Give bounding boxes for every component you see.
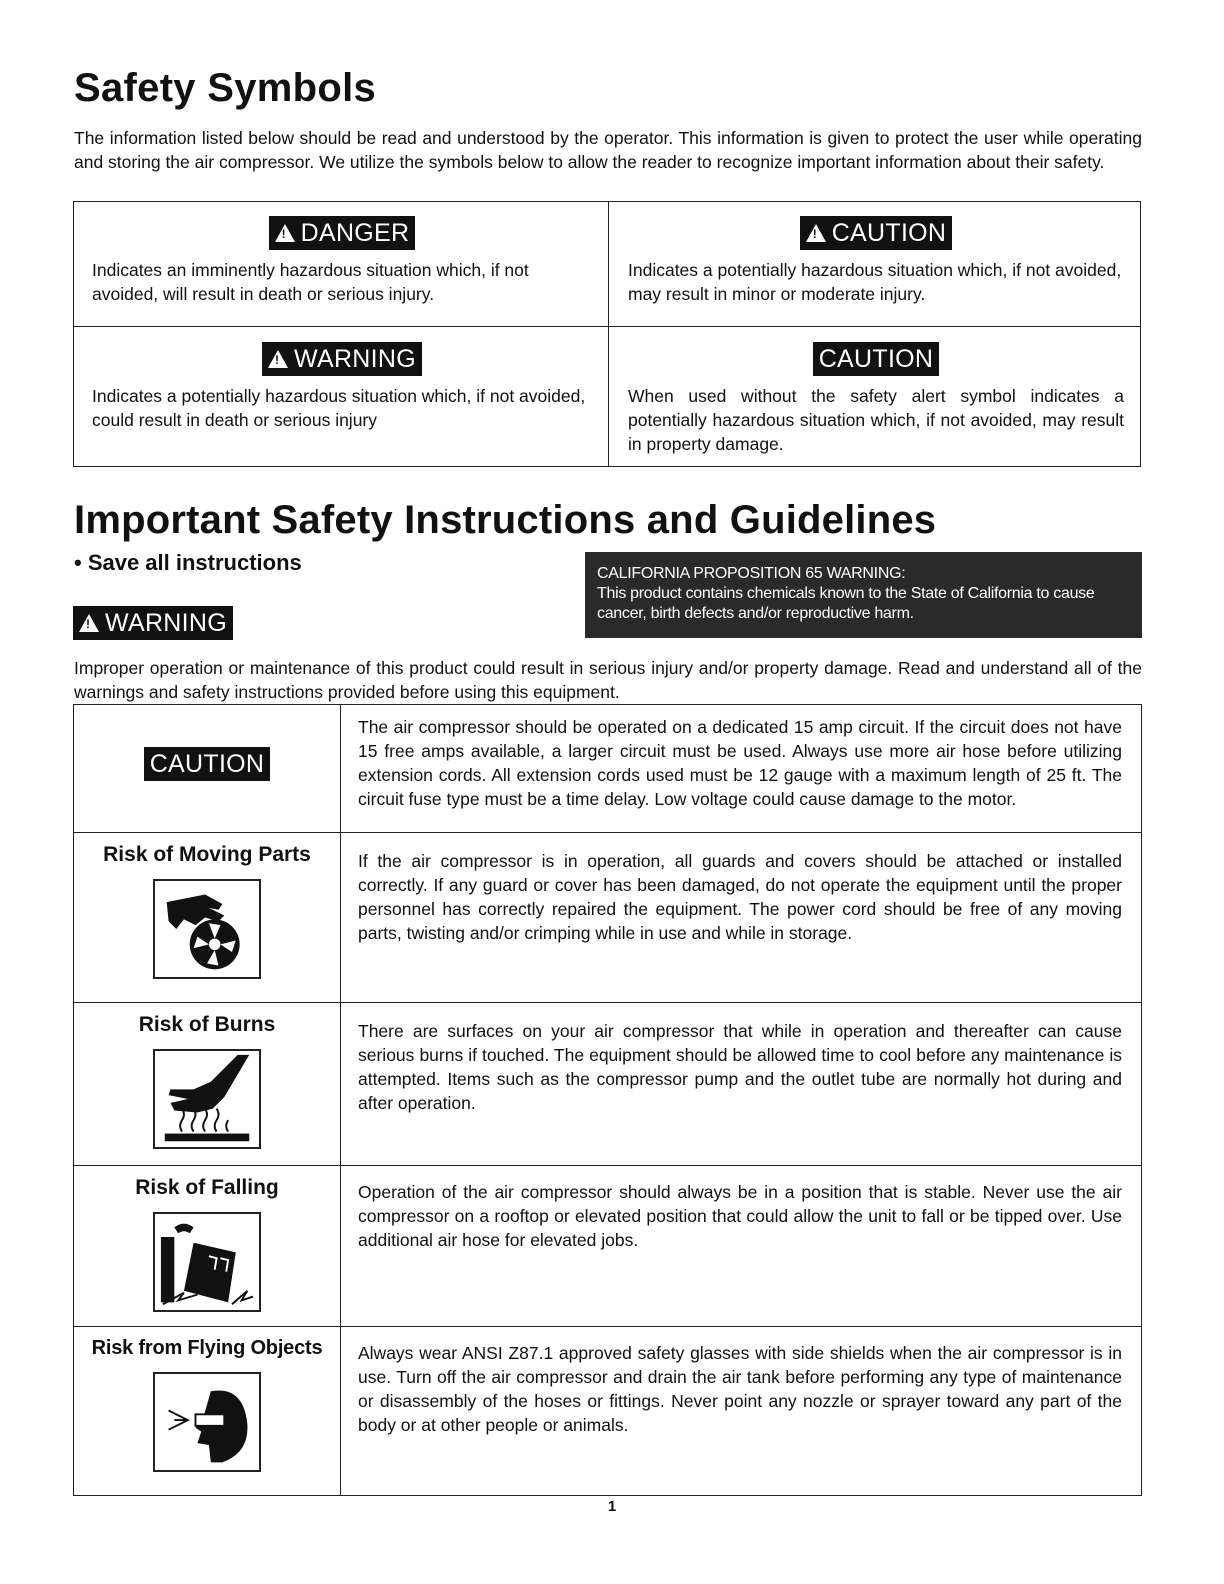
- caution-row-label-cell: [74, 747, 340, 781]
- warning-triangle-icon: [806, 224, 826, 242]
- intro-paragraph: The information listed below should be read and understood by the operator. This information is given to protect the user while operating and storing the air compressor. We utilize the symbols below to allow the reader to recognize important information about their safety.: [74, 128, 1142, 172]
- safety-symbols-table: [73, 201, 1141, 467]
- main-warning-label: !WARNING: [73, 606, 233, 640]
- caution-plain-description: When used without the safety alert symbol indicates a potentially hazardous situation which, if not avoided, may result in property damage.: [628, 386, 1124, 454]
- hot-surface-hand-icon: [153, 1049, 261, 1149]
- save-instructions-note: • Save all instructions: [74, 550, 302, 575]
- caution-row-text: The air compressor should be operated on a dedicated 15 amp circuit. If the circuit does not have 15 free amps available, a larger circuit must be used. Always use more air hose before utilizing extension cords. All extension cords used must be 12 gauge with a maximum length of 25 ft. The circuit fuse type must be a time delay. Low voltage could cause damage to the motor.: [358, 717, 1122, 809]
- falling-compressor-icon: [153, 1212, 261, 1312]
- instructions-title: Important Safety Instructions and Guidelines: [74, 498, 937, 542]
- risk-heading: Risk from Flying Objects: [91, 1337, 323, 1359]
- risk-falling-text: Operation of the air compressor should always be in a position that is stable. Never use the air compressor on a rooftop or elevated position that could allow the unit to fall or be tipped over. Use additional air hose for elevated jobs.: [358, 1182, 1122, 1250]
- warning-description: Indicates a potentially hazardous situation which, if not avoided, could result in death or serious injury: [92, 386, 586, 430]
- risk-moving-parts-text: If the air compressor is in operation, all guards and covers should be attached or installed correctly. If any guard or cover has been damaged, do not operate the equipment until the proper personnel has correctly repaired the equipment. The power cord should be free of any moving parts, twisting and/or crimping while in use and while in storage.: [358, 851, 1122, 943]
- caution-plain-cell: [610, 342, 1140, 456]
- prop65-line-1: CALIFORNIA PROPOSITION 65 WARNING:: [597, 565, 906, 582]
- danger-cell: [74, 216, 608, 306]
- risk-heading: Risk of Falling: [135, 1176, 279, 1199]
- prop65-line-2: This product contains chemicals known to the State of California to cause: [597, 585, 1095, 602]
- caution-plain-label: CAUTION: [813, 342, 940, 376]
- risk-falling: [74, 1168, 340, 1312]
- page-title: Safety Symbols: [74, 66, 377, 110]
- warning-paragraph: Improper operation or maintenance of this product could result in serious injury and/or property damage. Read and understand all of the warnings and safety instructions provided before using this equipment.: [74, 658, 1142, 702]
- warning-cell: [74, 342, 608, 432]
- risk-burns: [74, 1005, 340, 1149]
- prop65-warning-box: [585, 552, 1142, 638]
- risk-flying-objects-text: Always wear ANSI Z87.1 approved safety glasses with side shields when the air compressor is in use. Turn off the air compressor and drain the air tank before performing any type of maintenance or disassembly of the hoses or fittings. Never point any nozzle or sprayer toward any part of the body or at other people or animals.: [358, 1343, 1122, 1435]
- danger-label: !DANGER: [269, 216, 416, 250]
- safety-glasses-head-icon: [153, 1372, 261, 1472]
- warning-triangle-icon: [275, 224, 295, 242]
- risk-table: [73, 704, 1142, 1496]
- caution-alert-description: Indicates a potentially hazardous situation which, if not avoided, may result in minor or moderate injury.: [628, 260, 1122, 304]
- caution-alert-label: !CAUTION: [800, 216, 953, 250]
- page-number: 1: [607, 1498, 617, 1515]
- warning-triangle-icon: [268, 350, 288, 368]
- caution-alert-cell: [610, 216, 1140, 306]
- risk-flying-objects: [74, 1329, 340, 1472]
- hand-fan-blade-icon: [153, 879, 261, 979]
- warning-triangle-icon: [79, 614, 99, 632]
- risk-heading: Risk of Burns: [138, 1013, 276, 1036]
- risk-burns-text: There are surfaces on your air compressor that while in operation and thereafter can cause serious burns if touched. The equipment should be allowed time to cool before any maintenance is attempted. Items such as the compressor pump and the outlet tube are normally hot during and after operation.: [358, 1021, 1122, 1113]
- warning-label: !WARNING: [262, 342, 422, 376]
- risk-moving-parts: [74, 835, 340, 979]
- risk-heading: Risk of Moving Parts: [103, 843, 311, 866]
- caution-row-label: CAUTION: [144, 747, 271, 781]
- danger-description: Indicates an imminently hazardous situation which, if not avoided, will result in death or serious injury.: [92, 260, 529, 304]
- prop65-line-3: cancer, birth defects and/or reproductive harm.: [597, 605, 914, 622]
